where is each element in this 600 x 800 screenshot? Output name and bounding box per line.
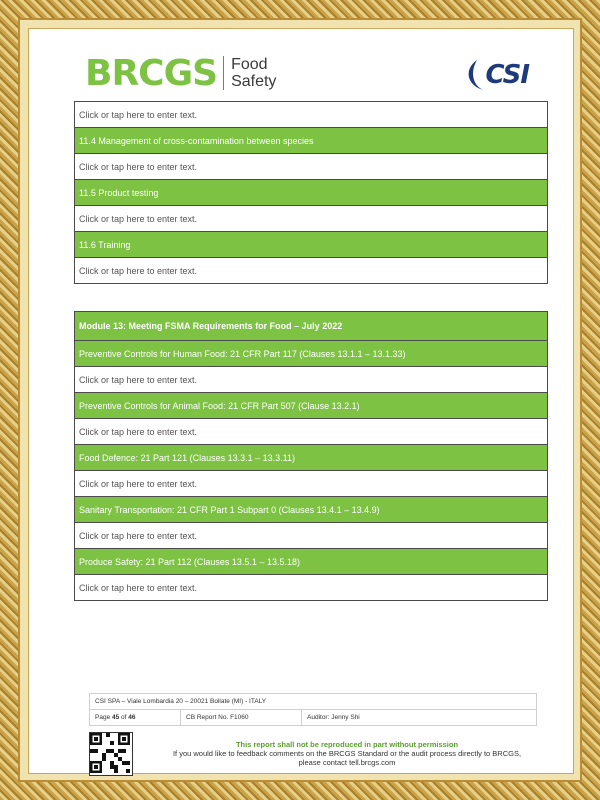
footer-cb-report: CB Report No. F1060 — [181, 710, 302, 726]
section-header-cell: Preventive Controls for Animal Food: 21 CFR Part 507 (Clause 13.2.1) — [75, 393, 548, 419]
section-header-cell: 11.6 Training — [75, 232, 548, 258]
report-table-module-13 — [74, 311, 548, 601]
footer-auditor: Auditor: Jenny Shi — [302, 710, 537, 726]
brcgs-sub-line-1: Food — [231, 56, 268, 73]
text-entry-row — [75, 258, 548, 284]
footer-notice — [137, 740, 557, 767]
text-entry-row — [75, 523, 548, 549]
text-entry-field[interactable]: Click or tap here to enter text. — [75, 102, 548, 128]
text-entry-row — [75, 102, 548, 128]
section-header-row — [75, 180, 548, 206]
section-header-cell: Food Defence: 21 Part 121 (Clauses 13.3.1 – 13.3.11) — [75, 445, 548, 471]
text-entry-field[interactable]: Click or tap here to enter text. — [75, 154, 548, 180]
section-header-row — [75, 128, 548, 154]
csi-swoosh-icon — [463, 58, 485, 92]
reproduction-warning: This report shall not be reproduced in part without permission — [235, 740, 459, 749]
text-entry-row — [75, 367, 548, 393]
section-header-row — [75, 232, 548, 258]
text-entry-field[interactable]: Click or tap here to enter text. — [75, 471, 548, 497]
csi-logo-text: CSI — [485, 60, 529, 90]
text-entry-row — [75, 154, 548, 180]
text-entry-field[interactable]: Click or tap here to enter text. — [75, 367, 548, 393]
text-entry-field[interactable]: Click or tap here to enter text. — [75, 419, 548, 445]
section-header-cell: 11.4 Management of cross-contamination between species — [75, 128, 548, 154]
section-header-row — [75, 393, 548, 419]
text-entry-row — [75, 419, 548, 445]
qr-code-icon — [89, 732, 133, 776]
text-entry-field[interactable]: Click or tap here to enter text. — [75, 258, 548, 284]
text-entry-field[interactable]: Click or tap here to enter text. — [75, 575, 548, 601]
section-header-cell: Sanitary Transportation: 21 CFR Part 1 Subpart 0 (Clauses 13.4.1 – 13.4.9) — [75, 497, 548, 523]
footer-address: CSI SPA – Viale Lombardia 20 – 20021 Bollate (MI) - ITALY — [90, 694, 537, 710]
section-header-row — [75, 549, 548, 575]
brcgs-logo-subtitle — [231, 56, 276, 90]
text-entry-row — [75, 575, 548, 601]
footer-page-number: Page 45 of 46 — [90, 710, 181, 726]
text-entry-field[interactable]: Click or tap here to enter text. — [75, 523, 548, 549]
report-page — [28, 28, 574, 774]
text-entry-row — [75, 206, 548, 232]
section-header-row — [75, 497, 548, 523]
feedback-line-1: If you would like to feedback comments on the BRCGS Standard or the audit process directly to BRCGS, — [172, 749, 522, 758]
section-header-row — [75, 445, 548, 471]
brcgs-sub-line-2: Safety — [231, 73, 277, 90]
text-entry-field[interactable]: Click or tap here to enter text. — [75, 206, 548, 232]
section-header-cell: Module 13: Meeting FSMA Requirements for Food – July 2022 — [75, 312, 548, 341]
section-header-row — [75, 341, 548, 367]
page-footer-table — [89, 693, 537, 726]
section-header-cell: Produce Safety: 21 Part 112 (Clauses 13.5.1 – 13.5.18) — [75, 549, 548, 575]
section-header-cell: Preventive Controls for Human Food: 21 CFR Part 117 (Clauses 13.1.1 – 13.1.33) — [75, 341, 548, 367]
section-header-row — [75, 312, 548, 341]
feedback-line-2: please contact tell.brcgs.com — [298, 758, 396, 767]
csi-logo — [463, 57, 529, 93]
brcgs-logo — [85, 51, 276, 95]
logo-divider — [223, 56, 224, 90]
report-table-section-11 — [74, 101, 548, 284]
brcgs-logo-text: BRCGS — [85, 52, 218, 94]
section-header-cell: 11.5 Product testing — [75, 180, 548, 206]
text-entry-row — [75, 471, 548, 497]
